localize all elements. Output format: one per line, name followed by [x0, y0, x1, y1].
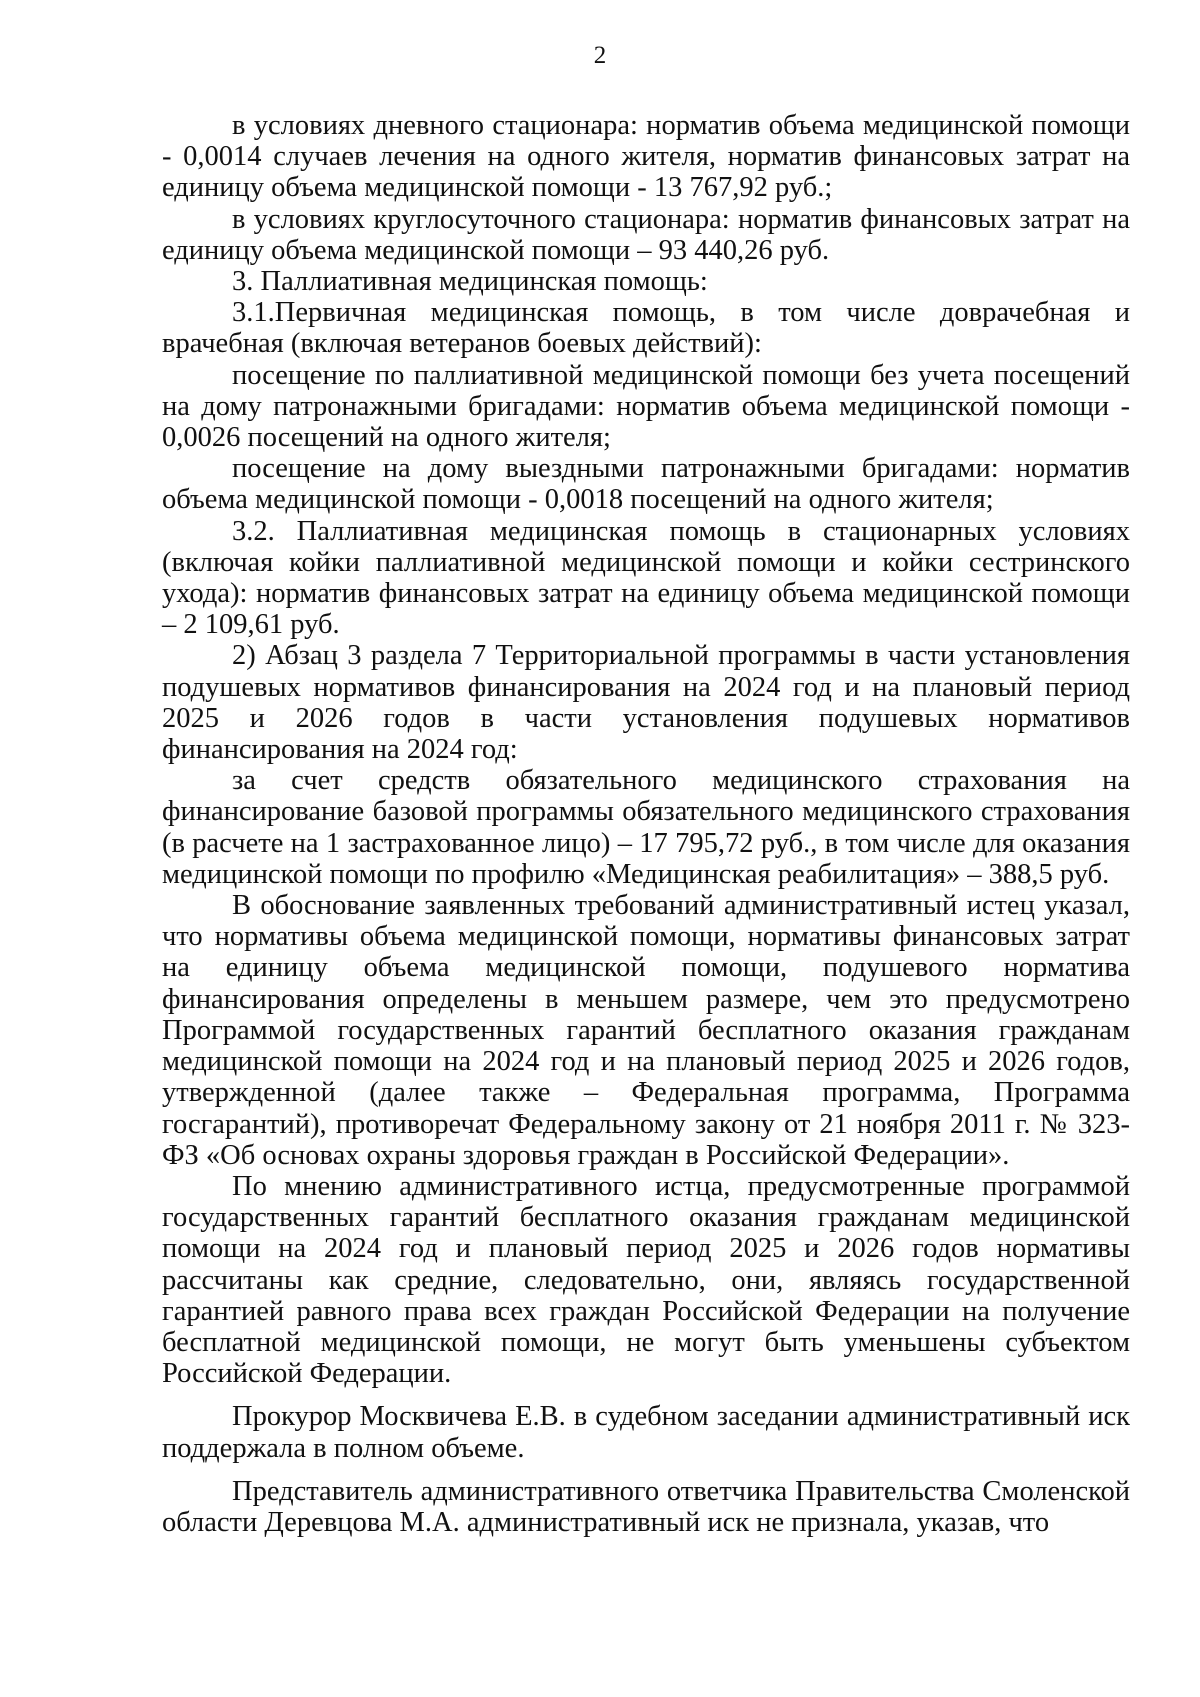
- paragraph-home-visit: посещение на дому выездными патронажными бригадами: норматив объема медицинской помощи - 0,0018 посещений на одного жителя;: [162, 453, 1130, 516]
- paragraph-plaintiff-grounds: В обоснование заявленных требований административный истец указал, что нормативы объема медицинской помощи, нормативы финансовых затрат на единицу объема медицинской помощи, подушевого норматива финансирования определены в меньшем размере, чем это предусмотрено Программой государственных гарантий бесплатного оказания гражданам медицинской помощи на 2024 год и на плановый период 2025 и 2026 годов, утвержденной (далее также – Федеральная программа, Программа госгарантий), противоречат Федеральному закону от 21 ноября 2011 г. № 323-ФЗ «Об основах охраны здоровья граждан в Российской Федерации».: [162, 890, 1130, 1171]
- paragraph-section-7: 2) Абзац 3 раздела 7 Территориальной программы в части установления подушевых нормативов финансирования на 2024 год и на плановый период 2025 и 2026 годов в части установления подушевых нормативов финансирования на 2024 год:: [162, 640, 1130, 766]
- paragraph-plaintiff-opinion: По мнению административного истца, предусмотренные программой государственных гарантий бесплатного оказания гражданам медицинской помощи на 2024 год и плановый период 2025 и 2026 годов нормативы рассчитаны как средние, следовательно, они, являясь государственной гарантией равного права всех граждан Российской Федерации на получение бесплатной медицинской помощи, не могут быть уменьшены субъектом Российской Федерации.: [162, 1170, 1130, 1390]
- paragraph-insurance-funding: за счет средств обязательного медицинского страхования на финансирование базовой программы обязательного медицинского страхования (в расчете на 1 застрахованное лицо) – 17 795,72 руб., в том числе для оказания медицинской помощи по профилю «Медицинская реабилитация» – 388,5 руб.: [162, 765, 1130, 890]
- page-number: 2: [593, 42, 607, 69]
- paragraph-defendant-representative: Представитель административного ответчика Правительства Смоленской области Деревцова М.А. административный иск не признала, указав, что: [162, 1475, 1130, 1538]
- document-body: [162, 110, 1130, 1538]
- paragraph-palliative-heading: 3. Паллиативная медицинская помощь:: [232, 266, 708, 298]
- paragraph-primary-care: 3.1.Первичная медицинская помощь, в том числе доврачебная и врачебная (включая ветеранов боевых действий):: [162, 297, 1130, 360]
- paragraph-day-hospital: в условиях дневного стационара: норматив объема медицинской помощи - 0,0014 случаев лечения на одного жителя, норматив финансовых затрат на единицу объема медицинской помощи - 13 767,92 руб.;: [162, 110, 1130, 204]
- paragraph-palliative-visit: посещение по паллиативной медицинской помощи без учета посещений на дому патронажными бригадами: норматив объема медицинской помощи - 0,0026 посещений на одного жителя;: [162, 359, 1130, 454]
- paragraph-inpatient-palliative: 3.2. Паллиативная медицинская помощь в стационарных условиях (включая койки паллиативной медицинской помощи и койки сестринского ухода): норматив финансовых затрат на единицу объема медицинской помощи – 2 109,61 руб.: [162, 515, 1130, 641]
- paragraph-prosecutor: Прокурор Москвичева Е.В. в судебном заседании административный иск поддержала в полном объеме.: [162, 1401, 1130, 1464]
- paragraph-round-the-clock-hospital: в условиях круглосуточного стационара: норматив финансовых затрат на единицу объема медицинской помощи – 93 440,26 руб.: [162, 203, 1130, 266]
